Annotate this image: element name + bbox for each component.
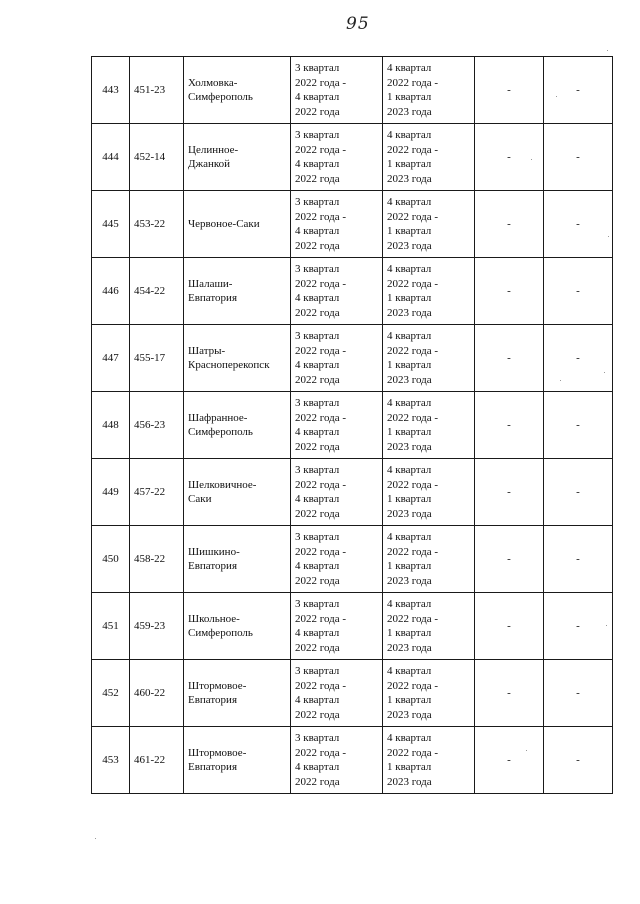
route-name-cell [184, 459, 291, 526]
route-name-cell-line: Джанкой [188, 158, 231, 170]
start-period-cell-line: 2022 года [295, 708, 340, 721]
row-number-cell: 449 [92, 459, 130, 526]
value-cell: - [544, 593, 613, 660]
start-period-cell-line: 2022 года [295, 172, 340, 185]
route-name-cell [184, 124, 291, 191]
start-period-cell-line: 2022 года - [295, 210, 347, 223]
route-name-cell [184, 593, 291, 660]
scan-speck [608, 236, 609, 237]
start-period-cell-line: 4 квартал [295, 292, 340, 304]
end-period-cell [383, 124, 475, 191]
route-code-cell: 452-14 [130, 124, 184, 191]
start-period-cell [291, 392, 383, 459]
end-period-cell-line: 4 квартал [387, 196, 432, 208]
row-number-cell: 451 [92, 593, 130, 660]
start-period-cell-line: 2022 года [295, 574, 340, 587]
table-row [92, 57, 613, 124]
start-period-cell-line: 4 квартал [295, 560, 340, 572]
route-code-cell: 451-23 [130, 57, 184, 124]
route-name-cell [184, 727, 291, 794]
value-cell: - [544, 191, 613, 258]
route-name-cell-line: Красноперекопск [188, 359, 270, 371]
start-period-cell-line: 2022 года - [295, 679, 347, 692]
end-period-cell-line: 4 квартал [387, 397, 432, 409]
scan-speck [560, 380, 561, 381]
end-period-cell-line: 2022 года - [387, 545, 439, 558]
start-period-cell-line: 3 квартал [295, 464, 340, 476]
route-name-cell-line: Симферополь [188, 426, 253, 438]
start-period-cell-line: 2022 года - [295, 143, 347, 156]
route-name-cell-line: Школьное- [188, 612, 240, 625]
start-period-cell-line: 3 квартал [295, 397, 340, 409]
start-period-cell-line: 2022 года [295, 641, 340, 654]
route-name-cell-line: Шалаши- [188, 277, 233, 290]
route-name-cell-line: Штормовое- [188, 746, 247, 759]
end-period-cell-line: 2022 года - [387, 411, 439, 424]
route-name-cell [184, 325, 291, 392]
route-code-cell: 456-23 [130, 392, 184, 459]
value-cell: - [475, 191, 544, 258]
start-period-cell-line: 4 квартал [295, 694, 340, 706]
row-number-cell: 447 [92, 325, 130, 392]
start-period-cell-line: 3 квартал [295, 129, 340, 141]
page-number: 95 [346, 14, 370, 34]
start-period-cell-line: 3 квартал [295, 665, 340, 677]
route-code-cell: 457-22 [130, 459, 184, 526]
route-name-cell [184, 258, 291, 325]
scan-speck [607, 50, 608, 51]
table-row [92, 526, 613, 593]
route-code-cell: 454-22 [130, 258, 184, 325]
table-row [92, 124, 613, 191]
end-period-cell [383, 57, 475, 124]
end-period-cell-line: 4 квартал [387, 129, 432, 141]
end-period-cell-line: 1 квартал [387, 560, 432, 572]
value-cell: - [475, 459, 544, 526]
end-period-cell [383, 392, 475, 459]
end-period-cell [383, 660, 475, 727]
end-period-cell-line: 4 квартал [387, 464, 432, 476]
route-name-cell-line: Симферополь [188, 627, 253, 639]
table-row [92, 325, 613, 392]
start-period-cell-line: 2022 года [295, 306, 340, 319]
route-code-cell: 460-22 [130, 660, 184, 727]
route-name-cell-line: Целинное- [188, 143, 239, 156]
row-number-cell: 453 [92, 727, 130, 794]
route-name-cell [184, 191, 291, 258]
start-period-cell-line: 4 квартал [295, 91, 340, 103]
start-period-cell [291, 526, 383, 593]
end-period-cell-line: 2022 года - [387, 210, 439, 223]
value-cell: - [544, 392, 613, 459]
start-period-cell [291, 258, 383, 325]
value-cell: - [544, 526, 613, 593]
value-cell: - [544, 325, 613, 392]
start-period-cell-line: 3 квартал [295, 330, 340, 342]
value-cell: - [475, 124, 544, 191]
end-period-cell-line: 2022 года - [387, 612, 439, 625]
scan-speck [531, 159, 532, 160]
end-period-cell [383, 727, 475, 794]
end-period-cell-line: 2023 года [387, 172, 432, 185]
route-name-cell-line: Штормовое- [188, 679, 247, 692]
route-code-cell: 461-22 [130, 727, 184, 794]
value-cell: - [544, 124, 613, 191]
end-period-cell-line: 4 квартал [387, 732, 432, 744]
start-period-cell-line: 4 квартал [295, 359, 340, 371]
end-period-cell-line: 2023 года [387, 440, 432, 453]
route-name-cell [184, 660, 291, 727]
start-period-cell-line: 2022 года [295, 507, 340, 520]
table-row [92, 392, 613, 459]
route-name-cell-line: Евпатория [188, 694, 238, 706]
end-period-cell-line: 2023 года [387, 574, 432, 587]
row-number-cell: 445 [92, 191, 130, 258]
start-period-cell-line: 4 квартал [295, 761, 340, 773]
start-period-cell-line: 4 квартал [295, 158, 340, 170]
end-period-cell-line: 1 квартал [387, 225, 432, 237]
end-period-cell-line: 2023 года [387, 306, 432, 319]
route-name-cell-line: Шишкино- [188, 545, 240, 558]
start-period-cell [291, 459, 383, 526]
route-name-cell [184, 57, 291, 124]
start-period-cell [291, 593, 383, 660]
end-period-cell-line: 2023 года [387, 775, 432, 788]
end-period-cell-line: 4 квартал [387, 330, 432, 342]
route-name-cell-line: Саки [188, 493, 212, 505]
route-name-cell-line: Шафранное- [188, 411, 248, 424]
route-code-cell: 455-17 [130, 325, 184, 392]
value-cell: - [475, 660, 544, 727]
start-period-cell [291, 57, 383, 124]
start-period-cell-line: 2022 года - [295, 76, 347, 89]
value-cell: - [544, 727, 613, 794]
value-cell: - [475, 593, 544, 660]
table-row [92, 191, 613, 258]
end-period-cell-line: 1 квартал [387, 426, 432, 438]
start-period-cell-line: 3 квартал [295, 196, 340, 208]
route-code-cell: 458-22 [130, 526, 184, 593]
end-period-cell-line: 2023 года [387, 373, 432, 386]
start-period-cell-line: 2022 года - [295, 277, 347, 290]
end-period-cell-line: 2023 года [387, 507, 432, 520]
end-period-cell-line: 2023 года [387, 105, 432, 118]
end-period-cell [383, 258, 475, 325]
start-period-cell-line: 2022 года [295, 373, 340, 386]
route-code-cell: 453-22 [130, 191, 184, 258]
end-period-cell-line: 2022 года - [387, 277, 439, 290]
table-row [92, 727, 613, 794]
end-period-cell-line: 1 квартал [387, 493, 432, 505]
start-period-cell-line: 3 квартал [295, 598, 340, 610]
row-number-cell: 450 [92, 526, 130, 593]
value-cell: - [544, 459, 613, 526]
end-period-cell-line: 4 квартал [387, 665, 432, 677]
end-period-cell-line: 1 квартал [387, 158, 432, 170]
start-period-cell [291, 124, 383, 191]
start-period-cell-line: 3 квартал [295, 263, 340, 275]
value-cell: - [475, 57, 544, 124]
table-row [92, 459, 613, 526]
end-period-cell-line: 4 квартал [387, 598, 432, 610]
route-name-cell [184, 392, 291, 459]
table-row [92, 660, 613, 727]
start-period-cell [291, 325, 383, 392]
end-period-cell-line: 1 квартал [387, 292, 432, 304]
table-body [92, 57, 613, 794]
route-name-cell-line: Шелковичное- [188, 478, 257, 491]
start-period-cell-line: 4 квартал [295, 426, 340, 438]
row-number-cell: 448 [92, 392, 130, 459]
row-number-cell: 444 [92, 124, 130, 191]
start-period-cell-line: 2022 года - [295, 612, 347, 625]
end-period-cell [383, 526, 475, 593]
route-name-cell-line: Шатры- [188, 344, 226, 357]
row-number-cell: 443 [92, 57, 130, 124]
start-period-cell-line: 2022 года [295, 440, 340, 453]
end-period-cell [383, 593, 475, 660]
start-period-cell-line: 4 квартал [295, 225, 340, 237]
end-period-cell-line: 1 квартал [387, 359, 432, 371]
scan-speck [604, 372, 605, 373]
end-period-cell-line: 2022 года - [387, 344, 439, 357]
end-period-cell-line: 2023 года [387, 641, 432, 654]
end-period-cell-line: 4 квартал [387, 263, 432, 275]
route-name-cell-line: Евпатория [188, 560, 238, 572]
end-period-cell-line: 1 квартал [387, 91, 432, 103]
end-period-cell-line: 1 квартал [387, 627, 432, 639]
route-name-cell-line: Евпатория [188, 292, 238, 304]
table-row [92, 258, 613, 325]
start-period-cell-line: 2022 года [295, 775, 340, 788]
start-period-cell [291, 191, 383, 258]
end-period-cell-line: 1 квартал [387, 694, 432, 706]
end-period-cell [383, 191, 475, 258]
start-period-cell-line: 3 квартал [295, 531, 340, 543]
table-row [92, 593, 613, 660]
value-cell: - [544, 660, 613, 727]
start-period-cell-line: 3 квартал [295, 732, 340, 744]
start-period-cell-line: 2022 года - [295, 411, 347, 424]
row-number-cell: 446 [92, 258, 130, 325]
end-period-cell-line: 2022 года - [387, 746, 439, 759]
value-cell: - [544, 258, 613, 325]
start-period-cell-line: 2022 года - [295, 344, 347, 357]
route-name-cell-line: Червоное-Саки [188, 217, 260, 230]
end-period-cell-line: 2023 года [387, 708, 432, 721]
value-cell: - [475, 258, 544, 325]
end-period-cell-line: 2022 года - [387, 478, 439, 491]
end-period-cell-line: 1 квартал [387, 761, 432, 773]
route-name-cell-line: Холмовка- [188, 76, 238, 89]
value-cell: - [475, 526, 544, 593]
value-cell: - [475, 727, 544, 794]
end-period-cell-line: 2022 года - [387, 76, 439, 89]
scan-speck [95, 838, 96, 839]
routes-table [91, 56, 613, 794]
scan-speck [606, 625, 607, 626]
value-cell: - [544, 57, 613, 124]
route-name-cell-line: Симферополь [188, 91, 253, 103]
end-period-cell [383, 459, 475, 526]
value-cell: - [475, 325, 544, 392]
start-period-cell [291, 660, 383, 727]
start-period-cell [291, 727, 383, 794]
scan-speck [556, 96, 557, 97]
end-period-cell-line: 2023 года [387, 239, 432, 252]
start-period-cell-line: 4 квартал [295, 493, 340, 505]
start-period-cell-line: 2022 года - [295, 478, 347, 491]
end-period-cell-line: 2022 года - [387, 679, 439, 692]
route-name-cell [184, 526, 291, 593]
scan-speck [526, 750, 527, 751]
start-period-cell-line: 3 квартал [295, 62, 340, 74]
start-period-cell-line: 2022 года - [295, 545, 347, 558]
end-period-cell-line: 4 квартал [387, 62, 432, 74]
row-number-cell: 452 [92, 660, 130, 727]
value-cell: - [475, 392, 544, 459]
start-period-cell-line: 2022 года [295, 105, 340, 118]
route-code-cell: 459-23 [130, 593, 184, 660]
end-period-cell-line: 4 квартал [387, 531, 432, 543]
start-period-cell-line: 2022 года [295, 239, 340, 252]
start-period-cell-line: 4 квартал [295, 627, 340, 639]
end-period-cell [383, 325, 475, 392]
end-period-cell-line: 2022 года - [387, 143, 439, 156]
start-period-cell-line: 2022 года - [295, 746, 347, 759]
route-name-cell-line: Евпатория [188, 761, 238, 773]
